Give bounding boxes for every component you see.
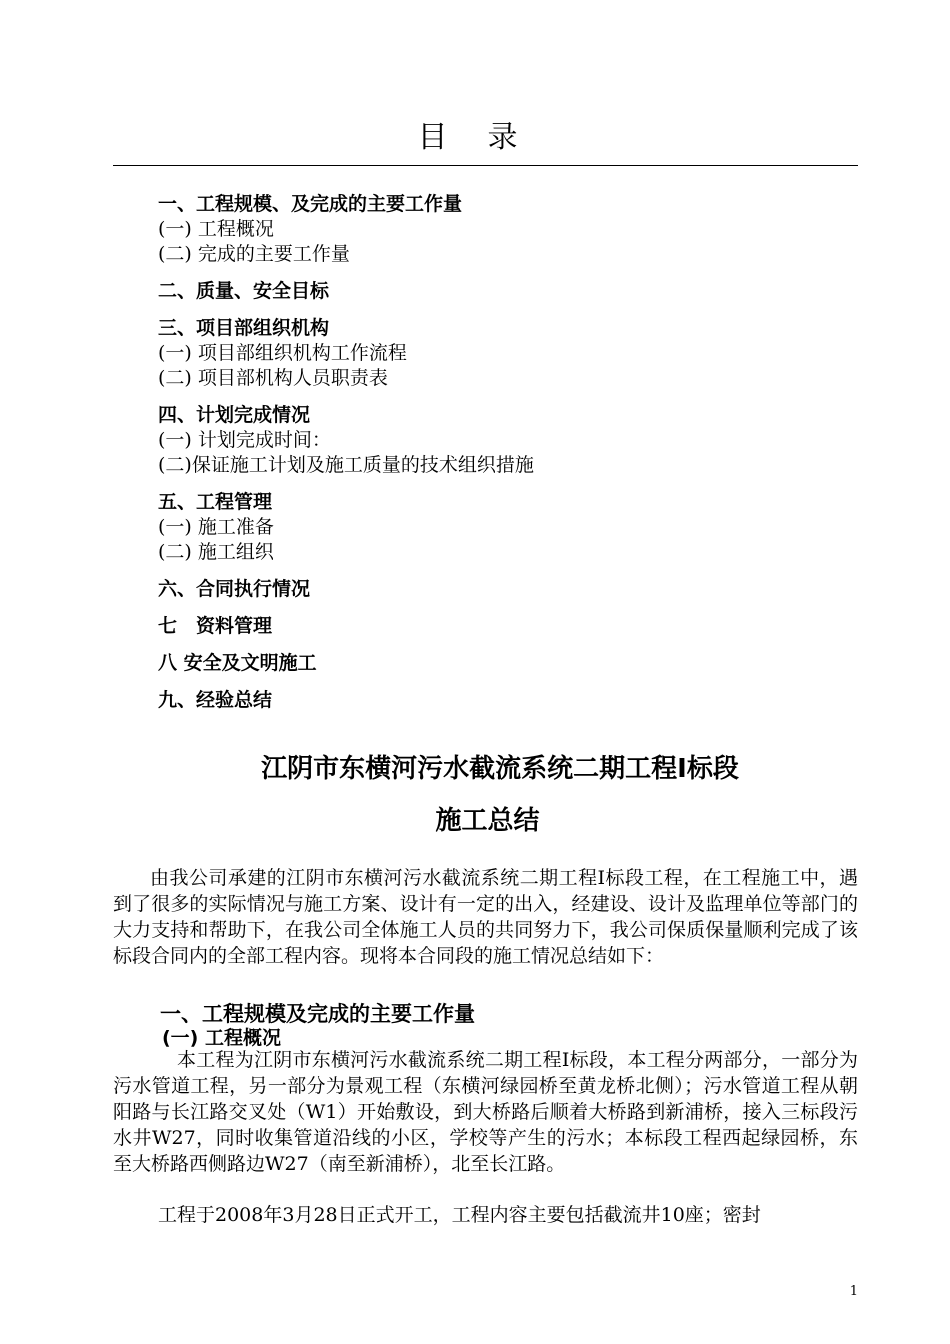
overview-paragraph: 本工程为江阴市东横河污水截流系统二期工程Ⅰ标段，本工程分两部分，一部分为污水管道工程，另一部分为景观工程（东横河绿园桥至黄龙桥北侧）；污水管道工程从朝阳路与长江路交叉处（W1）开始敷设，到大桥路后顺着大桥路到新浦桥，接入三标段污水井W27，同时收集管道沿线的小区，学校等产生的污水；本标段工程西起绿园桥，东至大桥路西侧路边W27（南至新浦桥），北至长江路。 bbox=[113, 1049, 858, 1175]
toc-subsection-item: (一) 计划完成时间： bbox=[158, 429, 331, 451]
toc-subsection-item: (二)保证施工计划及施工质量的技术组织措施 bbox=[158, 454, 534, 476]
document-title: 江阴市东横河污水截流系统二期工程Ⅰ标段 bbox=[261, 754, 739, 784]
subsection-heading-1-1: (一) 工程概况 bbox=[162, 1027, 281, 1049]
toc-subsection-item: (一) 施工准备 bbox=[158, 516, 274, 538]
start-date-paragraph: 工程于2008年3月28日正式开工，工程内容主要包括截流井10座；密封 bbox=[158, 1204, 761, 1226]
toc-title: 目录 bbox=[417, 120, 558, 155]
section-heading-1: 一、工程规模及完成的主要工作量 bbox=[160, 1002, 475, 1026]
toc-subsection-item: (二) 项目部机构人员职责表 bbox=[158, 367, 388, 389]
toc-subsection-item: (二) 完成的主要工作量 bbox=[158, 243, 350, 265]
toc-section-item: 六、合同执行情况 bbox=[158, 578, 311, 600]
toc-section-item: 四、计划完成情况 bbox=[158, 404, 311, 426]
toc-section-item: 二、质量、安全目标 bbox=[158, 280, 330, 302]
toc-section-item: 五、工程管理 bbox=[158, 491, 273, 513]
title-divider bbox=[113, 165, 858, 166]
intro-paragraph: 由我公司承建的江阴市东横河污水截流系统二期工程Ⅰ标段工程，在工程施工中，遇到了很多的实际情况与施工方案、设计有一定的出入，经建设、设计及监理单位等部门的大力支持和帮助下，在我公司全体施工人员的共同努力下，我公司保质保量顺利完成了该标段合同内的全部工程内容。现将本合同段的施工情况总结如下： bbox=[113, 867, 858, 967]
document-subtitle: 施工总结 bbox=[435, 806, 540, 836]
toc-section-item: 一、工程规模、及完成的主要工作量 bbox=[158, 193, 463, 215]
toc-section-item: 七 资料管理 bbox=[158, 615, 273, 637]
page-number: 1 bbox=[849, 1284, 858, 1299]
toc-section-item: 九、经验总结 bbox=[158, 689, 273, 711]
toc-section-item: 八 安全及文明施工 bbox=[158, 652, 317, 674]
toc-subsection-item: (一) 工程概况 bbox=[158, 218, 274, 240]
toc-subsection-item: (二) 施工组织 bbox=[158, 541, 274, 563]
toc-section-item: 三、项目部组织机构 bbox=[158, 317, 330, 339]
toc-subsection-item: (一) 项目部组织机构工作流程 bbox=[158, 342, 407, 364]
table-of-contents bbox=[158, 192, 838, 713]
